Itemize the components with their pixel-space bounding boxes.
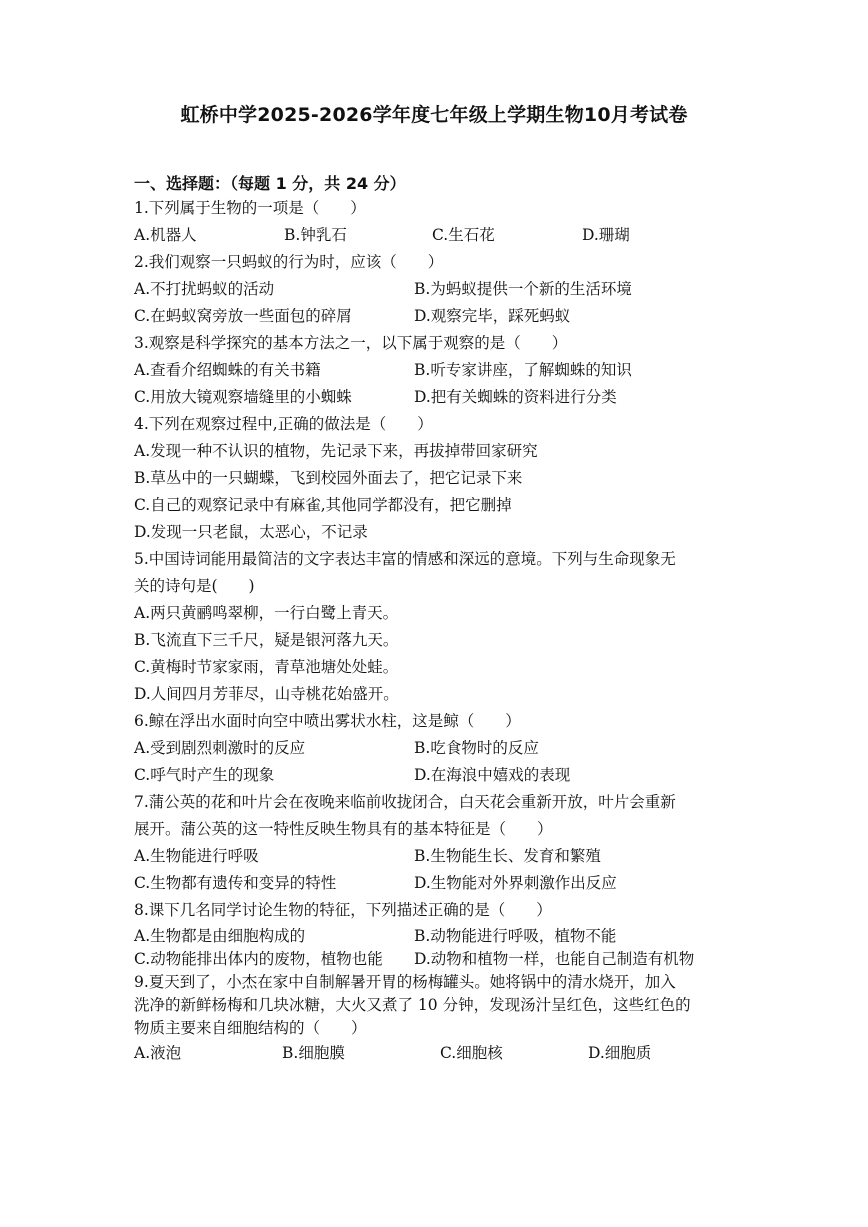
option-b: B.钟乳石 (284, 226, 347, 244)
option-a: A.机器人 (134, 226, 197, 244)
option-b: B.听专家讲座，了解蜘蛛的知识 (414, 361, 632, 379)
option-d: D.把有关蜘蛛的资料进行分类 (414, 388, 617, 406)
option-b: B.吃食物时的反应 (414, 739, 539, 757)
question-stem-cont: 关的诗句是( ) (134, 577, 255, 595)
option-d: D.发现一只老鼠，太恶心，不记录 (134, 523, 368, 541)
option-c: C.用放大镜观察墙缝里的小蜘蛛 (134, 388, 352, 406)
question-stem: 2.我们观察一只蚂蚁的行为时，应该（ ） (134, 253, 444, 271)
option-b: B.动物能进行呼吸，植物不能 (414, 927, 617, 945)
option-b: B.为蚂蚁提供一个新的生活环境 (414, 280, 632, 298)
option-c: C.呼气时产生的现象 (134, 766, 275, 784)
option-c: C.在蚂蚁窝旁放一些面包的碎屑 (134, 307, 352, 325)
option-a: A.受到剧烈刺激时的反应 (134, 739, 306, 757)
option-d: D.细胞质 (588, 1044, 652, 1062)
option-d: D.在海浪中嬉戏的表现 (414, 766, 571, 784)
option-d: D.生物能对外界刺激作出反应 (414, 874, 617, 892)
option-c: C.细胞核 (440, 1044, 503, 1062)
option-a: A.发现一种不认识的植物，先记录下来，再拔掉带回家研究 (134, 442, 538, 460)
question-stem: 7.蒲公英的花和叶片会在夜晚来临前收拢闭合，白天花会重新开放，叶片会重新 (134, 793, 676, 811)
option-a: A.液泡 (134, 1044, 182, 1062)
question-stem: 9.夏天到了，小杰在家中自制解暑开胃的杨梅罐头。她将锅中的清水烧开，加入 (134, 973, 676, 991)
option-a: A.不打扰蚂蚁的活动 (134, 280, 275, 298)
question-stem-cont: 洗净的新鲜杨梅和几块冰糖，大火又煮了 10 分钟，发现汤汁呈红色，这些红色的 (134, 996, 691, 1014)
option-a: A.生物能进行呼吸 (134, 847, 259, 865)
option-b: B.细胞膜 (282, 1044, 345, 1062)
option-c: C.黄梅时节家家雨，青草池塘处处蛙。 (134, 658, 399, 676)
question-stem-cont: 物质主要来自细胞结构的（ ） (134, 1019, 367, 1037)
option-b: B.飞流直下三千尺，疑是银河落九天。 (134, 631, 399, 649)
option-d: D.人间四月芳菲尽，山寺桃花始盛开。 (134, 685, 399, 703)
option-b: B.生物能生长、发育和繁殖 (414, 847, 601, 865)
option-c: C.生物都有遗传和变异的特性 (134, 874, 337, 892)
option-d: D.珊瑚 (582, 226, 630, 244)
option-c: C.动物能排出体内的废物，植物也能 (134, 950, 383, 968)
question-stem-cont: 展开。蒲公英的这一特性反映生物具有的基本特征是（ ） (134, 820, 553, 838)
option-a: A.查看介绍蜘蛛的有关书籍 (134, 361, 321, 379)
section-heading: 一、选择题：（每题 1 分，共 24 分） (134, 174, 406, 193)
question-stem: 3.观察是科学探究的基本方法之一，以下属于观察的是（ ） (134, 334, 568, 352)
question-stem: 6.鲸在浮出水面时向空中喷出雾状水柱，这是鲸（ ） (134, 712, 521, 730)
exam-title: 虹桥中学2025-2026学年度七年级上学期生物10月考试卷 (180, 104, 688, 126)
option-a: A.生物都是由细胞构成的 (134, 927, 306, 945)
option-d: D.观察完毕，踩死蚂蚁 (414, 307, 571, 325)
option-a: A.两只黄鹂鸣翠柳，一行白鹭上青天。 (134, 604, 399, 622)
option-c: C.生石花 (432, 226, 495, 244)
question-stem: 8.课下几名同学讨论生物的特征，下列描述正确的是（ ） (134, 901, 552, 919)
option-d: D.动物和植物一样，也能自己制造有机物 (414, 950, 695, 968)
option-b: B.草丛中的一只蝴蝶，飞到校园外面去了，把它记录下来 (134, 469, 523, 487)
question-stem: 5.中国诗词能用最简洁的文字表达丰富的情感和深远的意境。下列与生命现象无 (134, 550, 676, 568)
option-c: C.自己的观察记录中有麻雀,其他同学都没有，把它删掉 (134, 496, 512, 514)
question-stem: 4.下列在观察过程中,正确的做法是（ ） (134, 415, 433, 433)
question-stem: 1.下列属于生物的一项是（ ） (134, 199, 366, 217)
